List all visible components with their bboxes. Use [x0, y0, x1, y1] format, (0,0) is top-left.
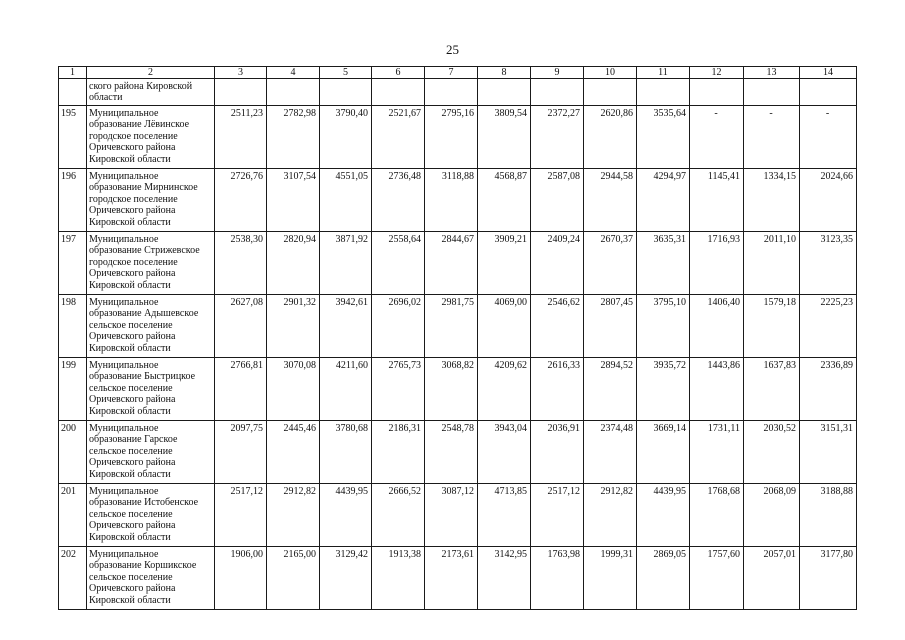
value-cell: 3129,42 [320, 547, 372, 610]
value-cell: 3942,61 [320, 295, 372, 358]
value-cell: 3635,31 [637, 232, 690, 295]
value-cell: - [690, 106, 744, 169]
table-row [59, 106, 857, 169]
value-cell: 2696,02 [372, 295, 425, 358]
value-cell: 3935,72 [637, 358, 690, 421]
value-cell: 2620,86 [584, 106, 637, 169]
column-header: 8 [478, 67, 531, 79]
continuation-row [59, 79, 857, 106]
column-header: 9 [531, 67, 584, 79]
row-index [59, 79, 87, 106]
municipality-name: ского района Кировской области [87, 79, 215, 106]
table-row [59, 421, 857, 484]
value-cell: 2912,82 [584, 484, 637, 547]
value-cell: 3795,10 [637, 295, 690, 358]
value-cell: 3535,64 [637, 106, 690, 169]
municipality-name: Муниципальное образование Истобенское сельское поселение Оричевского района Кировской области [87, 484, 215, 547]
value-cell [800, 79, 857, 106]
value-cell: 2546,62 [531, 295, 584, 358]
row-index: 200 [59, 421, 87, 484]
column-header: 4 [267, 67, 320, 79]
column-header: 3 [215, 67, 267, 79]
value-cell: 2409,24 [531, 232, 584, 295]
row-index: 201 [59, 484, 87, 547]
value-cell: 2011,10 [744, 232, 800, 295]
table-body [59, 67, 857, 610]
value-cell: 2765,73 [372, 358, 425, 421]
value-cell [372, 79, 425, 106]
value-cell: 2782,98 [267, 106, 320, 169]
value-cell [690, 79, 744, 106]
row-index: 195 [59, 106, 87, 169]
municipality-name: Муниципальное образование Гарское сельское поселение Оричевского района Кировской области [87, 421, 215, 484]
value-cell: 2616,33 [531, 358, 584, 421]
value-cell [425, 79, 478, 106]
value-cell: 3909,21 [478, 232, 531, 295]
value-cell [744, 79, 800, 106]
table-row [59, 358, 857, 421]
value-cell: 2766,81 [215, 358, 267, 421]
row-index: 196 [59, 169, 87, 232]
municipality-name: Муниципальное образование Быстрицкое сельское поселение Оричевского района Кировской области [87, 358, 215, 421]
value-cell: 2068,09 [744, 484, 800, 547]
municipality-name: Муниципальное образование Лёвинское городское поселение Оричевского района Кировской области [87, 106, 215, 169]
value-cell: 3809,54 [478, 106, 531, 169]
value-cell: 3118,88 [425, 169, 478, 232]
value-cell: 1579,18 [744, 295, 800, 358]
value-cell: 2057,01 [744, 547, 800, 610]
value-cell: 3780,68 [320, 421, 372, 484]
value-cell: - [744, 106, 800, 169]
value-cell: 2894,52 [584, 358, 637, 421]
value-cell: 4439,95 [637, 484, 690, 547]
value-cell: 3177,80 [800, 547, 857, 610]
value-cell: 4209,62 [478, 358, 531, 421]
column-header: 10 [584, 67, 637, 79]
value-cell: 2981,75 [425, 295, 478, 358]
value-cell: 2558,64 [372, 232, 425, 295]
value-cell: 2511,23 [215, 106, 267, 169]
value-cell: 1757,60 [690, 547, 744, 610]
value-cell: 3188,88 [800, 484, 857, 547]
municipality-name: Муниципальное образование Стрижевское городское поселение Оричевского района Кировской области [87, 232, 215, 295]
value-cell: 3151,31 [800, 421, 857, 484]
value-cell: 2030,52 [744, 421, 800, 484]
value-cell [267, 79, 320, 106]
value-cell: 3123,35 [800, 232, 857, 295]
value-cell: 2374,48 [584, 421, 637, 484]
value-cell: 3107,54 [267, 169, 320, 232]
value-cell: 1763,98 [531, 547, 584, 610]
value-cell: 2901,32 [267, 295, 320, 358]
value-cell: 1637,83 [744, 358, 800, 421]
value-cell: 3790,40 [320, 106, 372, 169]
value-cell: - [800, 106, 857, 169]
value-cell: 2225,23 [800, 295, 857, 358]
value-cell: 2548,78 [425, 421, 478, 484]
value-cell: 2944,58 [584, 169, 637, 232]
value-cell: 2736,48 [372, 169, 425, 232]
value-cell: 2036,91 [531, 421, 584, 484]
value-cell [478, 79, 531, 106]
value-cell: 2165,00 [267, 547, 320, 610]
value-cell: 4069,00 [478, 295, 531, 358]
page-number: 25 [446, 42, 459, 57]
value-cell: 3070,08 [267, 358, 320, 421]
value-cell: 2517,12 [215, 484, 267, 547]
value-cell: 2024,66 [800, 169, 857, 232]
value-cell: 4568,87 [478, 169, 531, 232]
column-header: 2 [87, 67, 215, 79]
municipality-name: Муниципальное образование Адышевское сельское поселение Оричевского района Кировской области [87, 295, 215, 358]
value-cell: 2627,08 [215, 295, 267, 358]
value-cell: 2517,12 [531, 484, 584, 547]
value-cell: 1999,31 [584, 547, 637, 610]
value-cell [584, 79, 637, 106]
value-cell: 2445,46 [267, 421, 320, 484]
column-header: 12 [690, 67, 744, 79]
municipality-name: Муниципальное образование Мирнинское городское поселение Оричевского района Кировской области [87, 169, 215, 232]
value-cell: 4211,60 [320, 358, 372, 421]
value-cell: 2666,52 [372, 484, 425, 547]
value-cell: 2538,30 [215, 232, 267, 295]
value-cell: 3142,95 [478, 547, 531, 610]
header-row [59, 67, 857, 79]
value-cell: 2912,82 [267, 484, 320, 547]
table-row [59, 169, 857, 232]
value-cell: 2186,31 [372, 421, 425, 484]
municipality-name: Муниципальное образование Коршикское сельское поселение Оричевского района Кировской области [87, 547, 215, 610]
column-header: 11 [637, 67, 690, 79]
value-cell: 2372,27 [531, 106, 584, 169]
value-cell: 2820,94 [267, 232, 320, 295]
value-cell: 1716,93 [690, 232, 744, 295]
value-cell: 2173,61 [425, 547, 478, 610]
value-cell: 2097,75 [215, 421, 267, 484]
value-cell: 2336,89 [800, 358, 857, 421]
value-cell: 2587,08 [531, 169, 584, 232]
value-cell: 3943,04 [478, 421, 531, 484]
value-cell [531, 79, 584, 106]
row-index: 202 [59, 547, 87, 610]
value-cell: 2807,45 [584, 295, 637, 358]
value-cell: 3871,92 [320, 232, 372, 295]
value-cell: 1406,40 [690, 295, 744, 358]
table-row [59, 232, 857, 295]
value-cell: 4551,05 [320, 169, 372, 232]
value-cell: 1913,38 [372, 547, 425, 610]
value-cell: 1768,68 [690, 484, 744, 547]
value-cell: 4294,97 [637, 169, 690, 232]
value-cell: 2844,67 [425, 232, 478, 295]
value-cell: 3068,82 [425, 358, 478, 421]
row-index: 197 [59, 232, 87, 295]
value-cell: 2670,37 [584, 232, 637, 295]
value-cell: 1334,15 [744, 169, 800, 232]
table-row [59, 484, 857, 547]
data-table [58, 66, 857, 610]
column-header: 5 [320, 67, 372, 79]
table-row [59, 295, 857, 358]
column-header: 6 [372, 67, 425, 79]
value-cell: 2869,05 [637, 547, 690, 610]
value-cell: 1145,41 [690, 169, 744, 232]
row-index: 199 [59, 358, 87, 421]
column-header: 14 [800, 67, 857, 79]
value-cell [320, 79, 372, 106]
value-cell: 4439,95 [320, 484, 372, 547]
value-cell: 1731,11 [690, 421, 744, 484]
value-cell: 3087,12 [425, 484, 478, 547]
value-cell: 2726,76 [215, 169, 267, 232]
value-cell: 1906,00 [215, 547, 267, 610]
value-cell [215, 79, 267, 106]
value-cell [637, 79, 690, 106]
value-cell: 3669,14 [637, 421, 690, 484]
row-index: 198 [59, 295, 87, 358]
value-cell: 2521,67 [372, 106, 425, 169]
table-row [59, 547, 857, 610]
column-header: 7 [425, 67, 478, 79]
column-header: 13 [744, 67, 800, 79]
value-cell: 1443,86 [690, 358, 744, 421]
value-cell: 2795,16 [425, 106, 478, 169]
value-cell: 4713,85 [478, 484, 531, 547]
column-header: 1 [59, 67, 87, 79]
